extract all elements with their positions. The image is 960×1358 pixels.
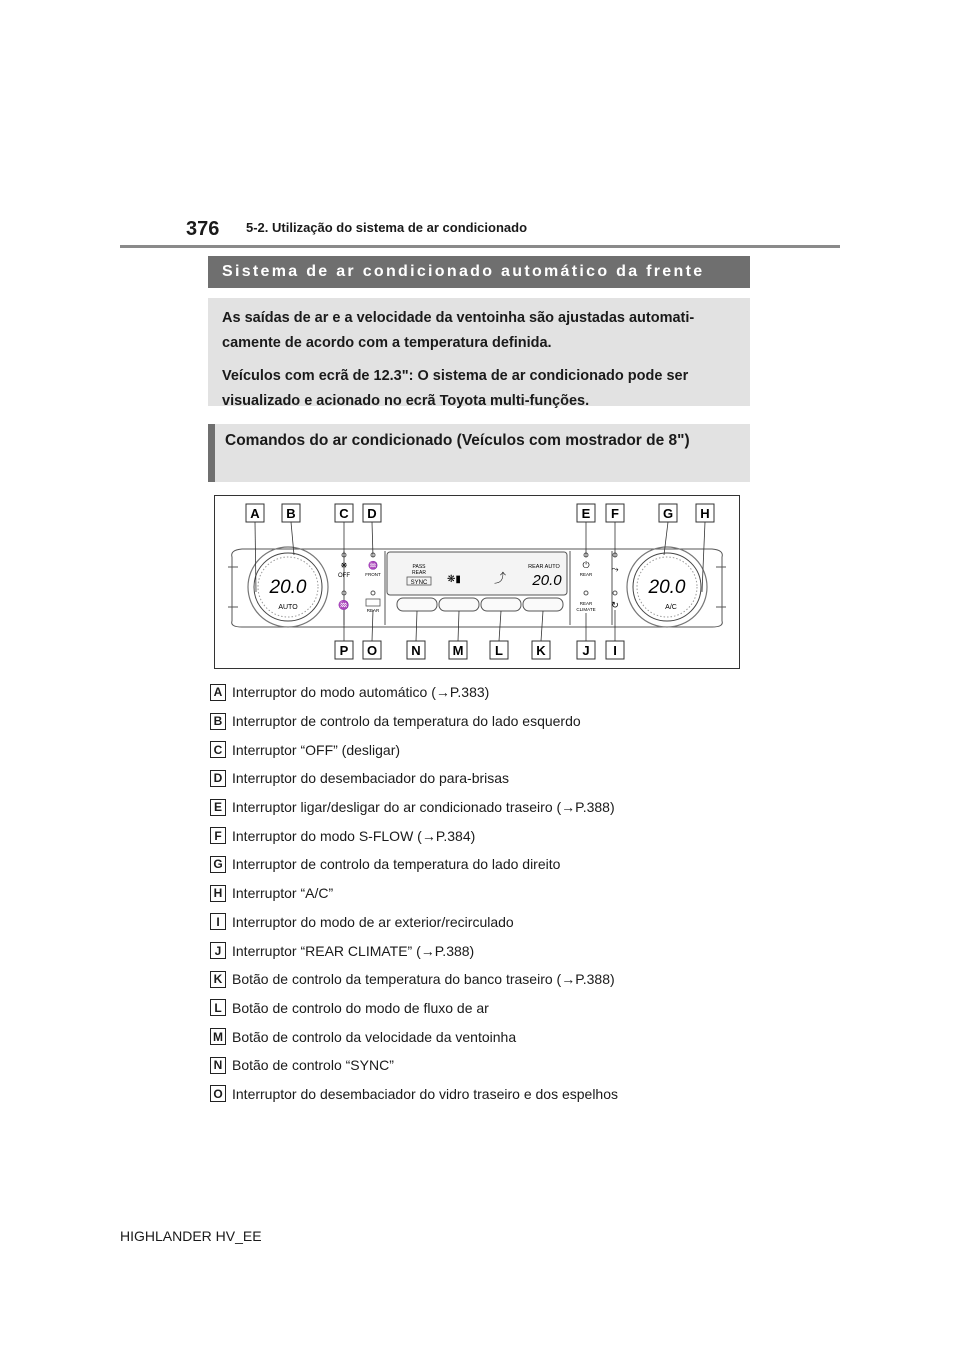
legend-item (210, 994, 770, 1023)
right-temperature-dial (627, 547, 707, 627)
callout-i (606, 641, 624, 659)
callout-c (335, 504, 353, 522)
legend-text: Botão de controlo da velocidade da ventoinha (232, 1028, 517, 1045)
center-temp-readout: 20.0 (532, 572, 562, 589)
legend-key: K (210, 971, 226, 988)
legend-key: E (210, 799, 226, 816)
callout-h-label: H (700, 506, 710, 521)
auto-label: AUTO (278, 604, 298, 611)
off-label: OFF (338, 573, 350, 579)
section-banner: Sistema de ar condicionado automático da frente (208, 256, 750, 288)
callout-l-label: L (495, 643, 503, 658)
legend-text: Interruptor “A/C” (232, 885, 334, 902)
callout-d-label: D (367, 506, 377, 521)
legend-key: F (210, 827, 226, 844)
legend-item (210, 821, 770, 850)
legend-text: Interruptor “OFF” (desligar) (232, 741, 401, 758)
legend-text: Interruptor “REAR CLIMATE” (→P.388) (232, 942, 475, 959)
legend-item (210, 1022, 770, 1051)
callout-g-label: G (662, 506, 674, 521)
header-divider (120, 245, 840, 248)
legend-key: C (210, 741, 226, 758)
legend-key: J (210, 942, 226, 959)
callout-o-label: O (366, 643, 378, 658)
rear-e-label: REAR (579, 572, 593, 577)
callout-k (532, 641, 550, 659)
airflow-mode-button (481, 598, 521, 611)
airflow-mode-icon: ⤴ (493, 571, 507, 585)
legend-text: Interruptor do modo de ar exterior/recirculado (232, 913, 514, 930)
legend-item (210, 1051, 770, 1080)
callout-p-label: P (339, 643, 349, 658)
legend-text: Interruptor do modo S-FLOW (→P.384) (232, 827, 476, 844)
legend-key: A (210, 684, 226, 701)
fan-speed-button (439, 598, 479, 611)
rear-temp-button (523, 598, 563, 611)
callout-m (449, 641, 467, 659)
legend-item (210, 764, 770, 793)
legend-item (210, 793, 770, 822)
legend-item (210, 936, 770, 965)
sync-label: SYNC (410, 580, 428, 586)
legend-item (210, 678, 770, 707)
climate-control-panel-diagram (214, 495, 740, 669)
rear-pass-label: REAR (412, 570, 426, 576)
rear-climate-label-2: CLIMATE (576, 607, 596, 612)
callout-n (407, 641, 425, 659)
callout-c-label: C (339, 506, 349, 521)
callout-d (363, 504, 381, 522)
left-temperature-dial (248, 547, 328, 627)
front-label: FRONT (365, 572, 381, 577)
legend-text: Interruptor do modo automático (→P.383) (232, 684, 490, 701)
legend-item (210, 908, 770, 937)
callout-f-label: F (611, 506, 619, 521)
legend-text: Interruptor ligar/desligar do ar condicionado traseiro (→P.388) (232, 799, 615, 816)
callout-n-label: N (411, 643, 421, 658)
callout-i-label: I (613, 643, 617, 658)
front-defrost-icon: ♒ (368, 561, 378, 570)
legend-key: H (210, 885, 226, 902)
ac-label: A/C (665, 604, 677, 611)
rear-auto-label: REAR AUTO (528, 564, 560, 570)
fan-icon: ❋ (340, 561, 348, 570)
legend-text: Botão de controlo do modo de fluxo de ar (232, 999, 489, 1016)
legend-item (210, 735, 770, 764)
legend-key: M (210, 1028, 226, 1045)
fan-speed-icon: ❋▮ (447, 574, 461, 585)
legend-list (210, 678, 770, 1108)
callout-k-label: K (536, 643, 546, 658)
legend-text: Botão de controlo da temperatura do banco traseiro (→P.388) (232, 971, 615, 988)
legend-key: B (210, 713, 226, 730)
legend-item (210, 1080, 770, 1109)
legend-item (210, 879, 770, 908)
legend-item (210, 850, 770, 879)
callout-f (606, 504, 624, 522)
legend-key: N (210, 1057, 226, 1074)
callout-b-label: B (286, 506, 296, 521)
callout-m-label: M (452, 643, 464, 658)
callout-g (659, 504, 677, 522)
sync-button (397, 598, 437, 611)
legend-text: Interruptor de controlo da temperatura do lado direito (232, 856, 561, 873)
sflow-icon: ⤳ (611, 564, 619, 574)
power-icon: ⏻ (582, 560, 590, 570)
legend-key: G (210, 856, 226, 873)
legend-item (210, 965, 770, 994)
recirculation-icon: ↻ (611, 600, 619, 610)
intro-paragraph-1: As saídas de ar e a velocidade da ventoinha são ajustadas automati-camente de acordo com a temperatura definida. (222, 310, 695, 351)
callout-a-label: A (250, 506, 260, 521)
intro-paragraph-2: Veículos com ecrã de 12.3": O sistema de ar condicionado pode ser visualizado e acionado no ecrã Toyota multi-funções. (222, 368, 689, 409)
callout-e-label: E (581, 506, 591, 521)
intro-box (208, 298, 750, 409)
rear-climate-label-1: REAR (579, 601, 593, 606)
callout-e (577, 504, 595, 522)
footer-model-code: HIGHLANDER HV_EE (120, 1228, 262, 1244)
callout-a (246, 504, 264, 522)
legend-text: Interruptor do desembaciador do vidro traseiro e dos espelhos (232, 1085, 618, 1102)
legend-text: Botão de controlo “SYNC” (232, 1057, 394, 1074)
legend-key: I (210, 913, 226, 930)
callout-h (696, 504, 714, 522)
callout-j (577, 641, 595, 659)
pass-label: PASS (412, 564, 426, 570)
legend-item (210, 707, 770, 736)
callout-b (282, 504, 300, 522)
section-title: 5-2. Utilização do sistema de ar condicionado (246, 220, 528, 235)
callout-p (335, 641, 353, 659)
callout-o (363, 641, 381, 659)
legend-key: O (210, 1085, 226, 1102)
callout-l (490, 641, 508, 659)
left-temp-readout: 20.0 (269, 577, 307, 598)
callout-j-label: J (582, 643, 590, 658)
legend-key: L (210, 999, 226, 1016)
subsection-heading: Comandos do ar condicionado (Veículos com mostrador de 8") (208, 424, 750, 482)
legend-text: Interruptor do desembaciador do para-brisas (232, 770, 510, 787)
legend-text: Interruptor de controlo da temperatura do lado esquerdo (232, 713, 581, 730)
page-number: 376 (186, 218, 220, 240)
legend-key: D (210, 770, 226, 787)
right-temp-readout: 20.0 (648, 577, 686, 598)
defrost-mirror-icon: ♒ (338, 600, 350, 610)
rear-label: REAR (366, 608, 380, 613)
